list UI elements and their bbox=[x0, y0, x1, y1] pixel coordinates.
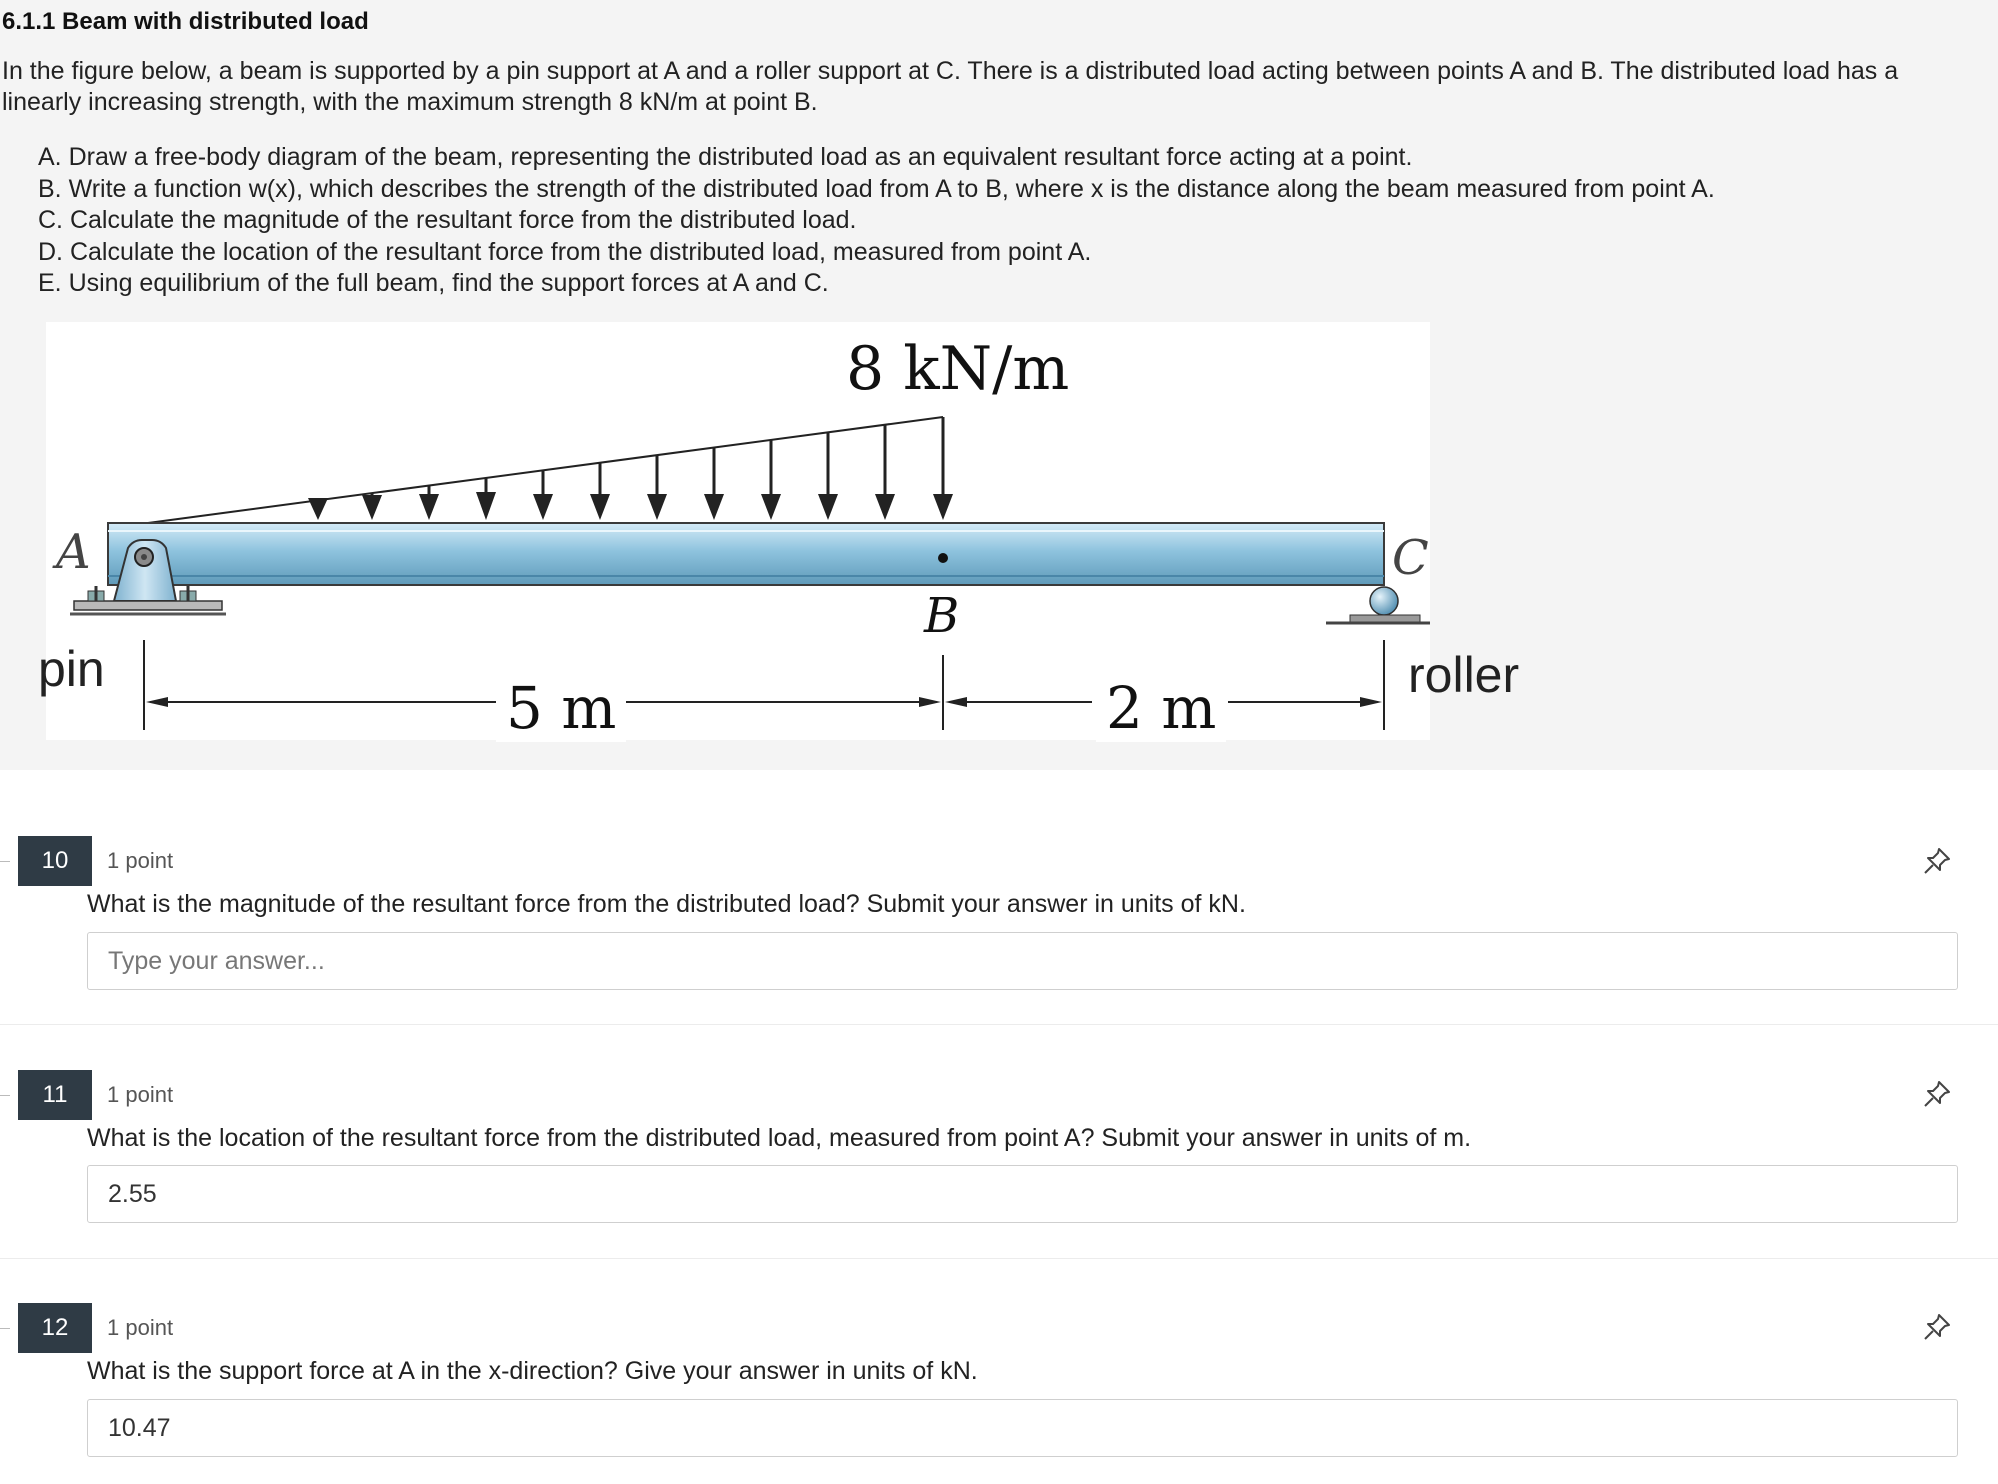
dimension-ab-label: 5 m bbox=[496, 674, 626, 742]
bolt-left bbox=[88, 586, 104, 601]
question-marker-tick bbox=[0, 861, 10, 862]
question-number-badge: 12 bbox=[18, 1303, 92, 1353]
load-arrow bbox=[875, 425, 895, 520]
question-text: What is the location of the resultant force from the distributed load, measured from point A? Submit your answer in units of m. bbox=[87, 1124, 1472, 1152]
task-item: B. Write a function w(x), which describes the strength of the distributed load from A to B, where x is the distance along the beam measured from point A. bbox=[38, 174, 1715, 203]
pin-icon[interactable] bbox=[1922, 846, 1952, 876]
problem-description: In the figure below, a beam is supported by a pin support at A and a roller support at C. There is a distributed load acting between points A and B. The distributed load has a linearly increasing strength, with the maximum strength 8 kN/m at point B. bbox=[2, 57, 1899, 116]
roller-support bbox=[1326, 587, 1430, 623]
load-arrow bbox=[704, 448, 724, 520]
task-item: E. Using equilibrium of the full beam, find the support forces at A and C. bbox=[38, 269, 829, 297]
load-arrow bbox=[362, 493, 382, 520]
pin-label: pin bbox=[38, 641, 105, 697]
question-points: 1 point bbox=[107, 848, 174, 873]
load-arrow bbox=[476, 478, 496, 520]
load-arrow bbox=[933, 417, 953, 520]
question-marker-tick bbox=[0, 1095, 10, 1096]
answer-input[interactable] bbox=[87, 1165, 1958, 1223]
answer-input[interactable] bbox=[87, 932, 1958, 990]
point-b-dot bbox=[938, 553, 948, 563]
question-marker-tick bbox=[0, 1328, 10, 1329]
question-divider bbox=[0, 1258, 1998, 1259]
task-item: A. Draw a free-body diagram of the beam, representing the distributed load as an equivalent resultant force acting at a point. bbox=[38, 143, 1413, 171]
load-arrows bbox=[308, 417, 953, 520]
answer-input[interactable] bbox=[87, 1399, 1958, 1457]
task-item: C. Calculate the magnitude of the resultant force from the distributed load. bbox=[38, 206, 857, 234]
load-arrow bbox=[761, 440, 781, 520]
load-arrow bbox=[308, 498, 328, 520]
roller-label: roller bbox=[1408, 647, 1520, 703]
question-points: 1 point bbox=[107, 1315, 174, 1340]
question-divider bbox=[0, 1024, 1998, 1025]
pin-icon[interactable] bbox=[1922, 1079, 1952, 1109]
beam bbox=[108, 523, 1384, 585]
pin-icon[interactable] bbox=[1922, 1312, 1952, 1342]
load-arrow bbox=[647, 455, 667, 520]
problem-title: 6.1.1 Beam with distributed load bbox=[2, 8, 369, 35]
load-arrow bbox=[818, 432, 838, 520]
question-text: What is the support force at A in the x-direction? Give your answer in units of kN. bbox=[87, 1357, 978, 1385]
question-points: 1 point bbox=[107, 1082, 174, 1107]
dimension-bc-label: 2 m bbox=[1096, 674, 1226, 742]
load-magnitude-label: 8 kN/m bbox=[846, 334, 1070, 404]
point-c-label: C bbox=[1392, 530, 1429, 586]
question-number-badge: 11 bbox=[18, 1070, 92, 1120]
bolt-right bbox=[180, 586, 196, 601]
load-arrow bbox=[533, 470, 553, 520]
question-text: What is the magnitude of the resultant force from the distributed load? Submit your answer in units of kN. bbox=[87, 890, 1246, 918]
load-arrow bbox=[590, 463, 610, 520]
load-arrow bbox=[419, 485, 439, 520]
task-item: D. Calculate the location of the resultant force from the distributed load, measured from point A. bbox=[38, 237, 1092, 266]
point-b-label: B bbox=[924, 588, 960, 644]
question-number-badge: 10 bbox=[18, 836, 92, 886]
point-a-label: A bbox=[56, 524, 91, 580]
